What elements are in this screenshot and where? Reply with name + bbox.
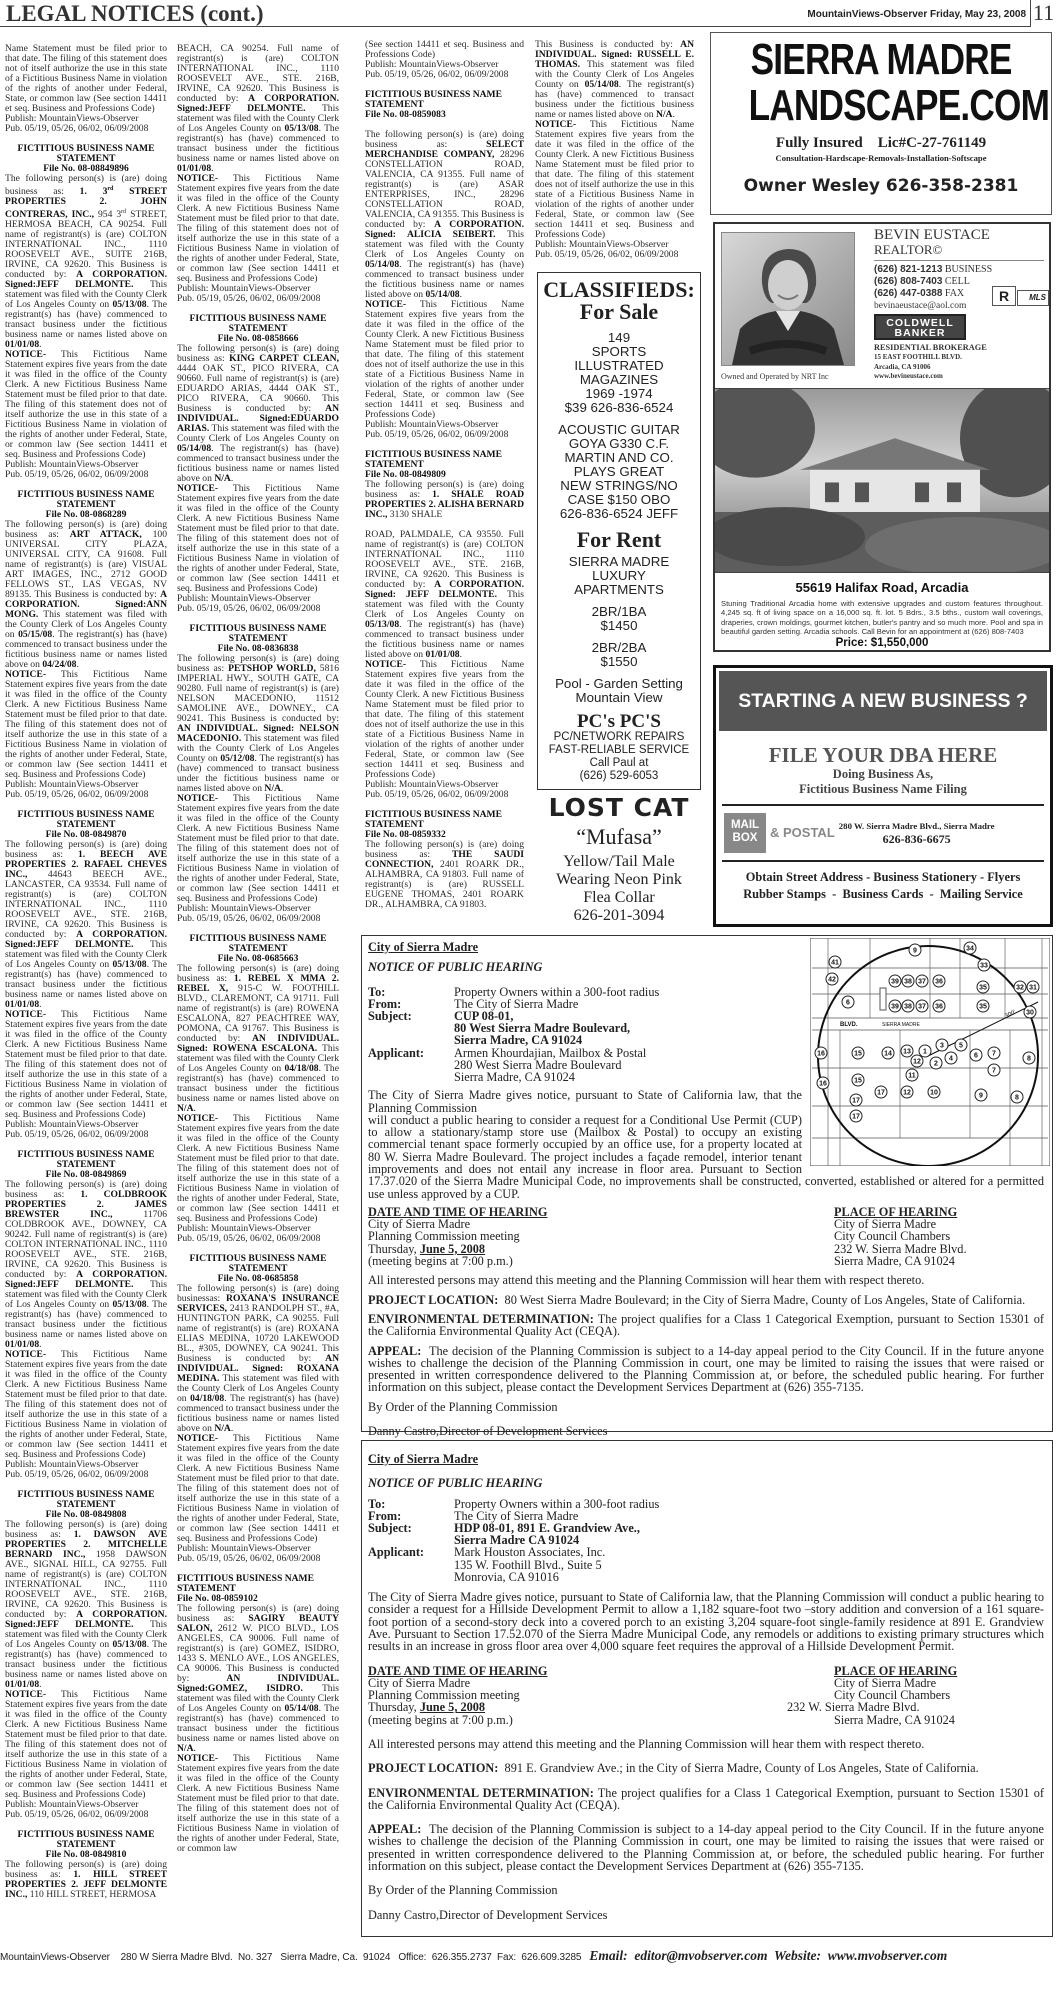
lot-number: 3	[940, 1042, 944, 1050]
legal-notice	[5, 810, 167, 1140]
mls-logo: MLS	[1017, 290, 1049, 306]
listing-price: Price: $1,550,000	[835, 637, 929, 649]
publication-dates: Pub. 05/19, 05/26, 06/02, 06/09/2008	[535, 249, 679, 260]
dba-services-2: Rubber Stamps - Business Cards - Mailing Service	[743, 887, 1023, 901]
notice-disclaimer: NOTICE- This Fictitious Name Statement expires five years from the date it was filed in the office of the County Clerk. A new Fictitious Business Name Statement must be filed prior to that date. The filing of this statement does not of itself authorize the use in this state of a Fictitious Business Name in violation of the rights of another under Federal, State, or common law (See section 14411 et seq. Business and Professions Code)	[365, 659, 524, 780]
phone-cell: (626) 808-7403 CELL	[874, 276, 970, 287]
notice-heading: FICTITIOUS BUSINESS NAME STATEMENT File No. 08-0849809	[365, 450, 524, 480]
notice-heading: FICTITIOUS BUSINESS NAME STATEMENT File No. 08-0685858	[177, 1254, 339, 1284]
map-parcel	[880, 988, 886, 1010]
radius-label: 300'	[1004, 1009, 1017, 1020]
project-location: PROJECT LOCATION: 80 West Sierra Madre Boulevard; in the City of Sierra Madre, County of Los Angeles, State of California.	[368, 1292, 1026, 1307]
publication-dates: Pub. 05/19, 05/26, 06/02, 06/09/2008	[365, 429, 509, 440]
legal-notice	[5, 490, 167, 800]
legal-notice	[177, 934, 339, 1244]
notice-heading: FICTITIOUS BUSINESS NAME STATEMENT File No. 08-0859332	[365, 810, 524, 840]
landscape-ad	[710, 32, 1052, 215]
publication-dates: Pub. 05/19, 05/26, 06/02, 06/09/2008	[5, 1469, 149, 1481]
notice-disclaimer: NOTICE- This Fictitious Name Statement expires five years from the date it was filed in the office of the County Clerk. A new Fictitious Business Name Statement must be filed prior to that date. The filing of this statement does not of itself authorize the use in this state of a Fictitious Business Name in violation of the rights of another under Federal, State, or common law (See section 14411 et seq. Business and Professions Code)	[177, 793, 339, 904]
brokerage-name: RESIDENTIAL BROKERAGE	[874, 343, 987, 352]
hearing-date-place: DATE AND TIME OF HEARING City of Sierra Madre Planning Commission meeting Thursday, June 5, 2008 (meeting begins at 7:00 p.m.) PLACE OF HEARING City of Sierra Madre City Council Chambers 232 W. Sierra Madre Blvd. Sierra Madre, CA 91024	[368, 1204, 967, 1269]
landscape-services: Consultation-Hardscape-Removals-Installation-Softscape	[775, 153, 987, 163]
phone-business: (626) 821-1213 BUSINESS	[874, 264, 993, 275]
lot-number: 6	[846, 999, 850, 1007]
footer-info: MountainViews-Observer 280 W Sierra Madre Blvd. No. 327 Sierra Madre, Ca. 91024 Office: 626.355.2737 Fax: 626.609.3285	[0, 1952, 582, 1963]
notice-body: Name Statement must be filed prior to that date. The filing of this statement does not of itself authorize the use in this state of a Fictitious Business Name in violation of the rights of another under Federal, State, or common law (See section 14411 et seq. Business and Professions Code)	[5, 44, 167, 114]
publication-dates: Pub. 05/19, 05/26, 06/02, 06/09/2008	[365, 69, 509, 80]
lot-number: 39	[891, 1003, 899, 1011]
appeal-info: APPEAL: The decision of the Planning Commission is subject to a 14-day appeal period to the City Council. If in the future anyone wishes to challenge the decision of the Planning Commission in court, one may be limited to raising the issues that were raised or presented in written correspondence delivered to the Planning Commission at, or before, the scheduled public hearing. For further information on this subject, please contact the Development Services Department at (626) 355-7135.	[368, 1343, 1044, 1395]
ad-line: NEW STRINGS/NO	[560, 478, 678, 493]
lot-number: 5	[959, 1042, 963, 1050]
page-footer	[0, 1946, 1056, 1968]
legal-notice	[365, 810, 524, 910]
notice-body: The following person(s) is (are) doing business as: 1. REBEL X MMA 2. REBEL X, 915-C W. FOOTHILL BLVD., CLAREMONT, CA 91711. Full name of registrant(s) is (are) ROWENA ESCALONA, 827 PEACHTREE WAY, POMONA, CA 91767. This Business is conducted by: AN INDIVIDUAL. Signed: ROWENA ESCALONA. This statement was filed with the County Clerk of Los Angeles County on 04/18/08. The registrant(s) has (have) commenced to transact business under the fictitious business name or names listed above on N/A.	[177, 963, 339, 1114]
lot-number: 10	[930, 1089, 938, 1097]
dba-banner: STARTING A NEW BUSINESS ?	[719, 671, 1047, 731]
appeal-info: APPEAL: The decision of the Planning Commission is subject to a 14-day appeal period to the City Council. If in the future anyone wishes to challenge the decision of the Planning Commission in court, one may be limited to raising the issues that were raised or presented in written correspondence delivered to the Planning Commission at, or before, the scheduled public hearing. For further information on this subject, please contact the Development Services Department at (626) 355-7135.	[368, 1822, 1044, 1874]
realtor-name: BEVIN EUSTACE	[874, 227, 990, 243]
notice-subject: CUP 08-01, 80 West Sierra Madre Boulevard, Sierra Madre, CA 91024	[454, 1009, 631, 1048]
dba-sub-1: Doing Business As,	[832, 767, 934, 781]
notice-body: The following person(s) is (are) doing business as: 1. HILL STREET PROPERTIES 2. JEFF DELMONTE INC., 110 HILL STREET, HERMOSA	[5, 1859, 167, 1901]
notice-heading: FICTITIOUS BUSINESS NAME STATEMENT File No. 08-0849808	[5, 1490, 167, 1520]
ad-line: LUXURY	[592, 568, 646, 583]
notice-disclaimer: NOTICE- This Fictitious Name Statement expires five years from the date it was filed in the office of the County Clerk. A new Fictitious Business Name Statement must be filed prior to that date. The filing of this statement does not of itself authorize the use in this state of a Fictitious Business Name in violation of the rights of another under Federal, State, or common law (See section 14411 et seq. Business and Professions Code)	[177, 483, 339, 594]
lot-number: 16	[817, 1050, 825, 1058]
notice-heading: FICTITIOUS BUSINESS NAME STATEMENT File No. 08-0858666	[177, 314, 339, 344]
legal-notice	[5, 1490, 167, 1820]
notice-header-fields: To: Property Owners within a 300-foot radius From: The City of Sierra Madre Subject: HDP 08-01, 891 E. Grandview Ave., Sierra Madre CA 91024 Applicant: Mark Houston Associates, Inc. 135 W. Foothill Blvd., Suite 5 Monrovia, CA 91016	[368, 1496, 660, 1584]
page-number: 11	[1030, 0, 1056, 27]
lot-number: 6	[974, 1052, 978, 1060]
mailbox-phone: 626-836-6675	[882, 831, 951, 846]
notice-heading: FICTITIOUS BUSINESS NAME STATEMENT File No. 08-0868289	[5, 490, 167, 520]
mailbox-postal-label: & POSTAL	[770, 825, 835, 840]
notice-body: The following person(s) is (are) doing business as: 1. COLDBROOK PROPERTIES 2. JAMES BREWSTER INC., 11706 COLDBROOK AVE., DOWNEY, CA 90242. Full name of registrant(s) is (are) COLTON INTERNATIONAL INC., 1110 ROOSEVELT AVE., STE. 216B, IRVINE, CA 92620. This Business is conducted by: A CORPORATION. Signed:JEFF DELMONTE. This statement was filed with the County Clerk of Los Angeles County on 05/13/08. The registrant(s) has (have) commenced to transact business under the fictitious business name or names listed above on 01/01/08.	[5, 1179, 167, 1351]
legal-notice	[177, 314, 339, 614]
lot-number: 8	[1027, 1055, 1031, 1063]
legal-column-3	[365, 40, 524, 925]
ad-pc-repairs	[538, 731, 700, 783]
ad-line: 2BR/1BA	[591, 604, 647, 619]
lot-number: 1	[923, 1048, 927, 1056]
publish-line: Publish: MountainViews-Observer	[177, 283, 311, 294]
legal-notice-continued	[535, 40, 694, 260]
lot-number: 17	[877, 1089, 885, 1097]
project-location: PROJECT LOCATION: 891 E. Grandview Ave.; in the City of Sierra Madre, County of Los Angeles, State of California.	[368, 1761, 979, 1776]
phone-fax: (626) 447-0388 FAX	[874, 288, 965, 299]
lot-number: 36	[935, 1003, 943, 1011]
listing-address: 55619 Halifax Road, Arcadia	[795, 580, 969, 595]
legal-notice-continued	[5, 44, 167, 134]
notice-disclaimer: NOTICE- This Fictitious Name Statement expires five years from the date it was filed in the office of the County Clerk. A new Fictitious Business Name Statement must be filed prior to that date. The filing of this statement does not of itself authorize the use in this state of a Fictitious Business Name in violation of the rights of another under Federal, State, or common law (See section 14411 et seq. Business and Professions Code)	[365, 299, 524, 420]
public-hearing-notice-hdp	[361, 1440, 1053, 1937]
file-number: File No. 08-0849810	[45, 1849, 127, 1861]
lot-number: 41	[831, 959, 839, 967]
publish-line: Publish: MountainViews-Observer	[365, 779, 499, 790]
ad-line: $1450	[600, 618, 638, 633]
ad-line: ILLUSTRATED	[574, 358, 664, 373]
ad-line: 149	[607, 330, 631, 345]
publication-dates: Pub. 05/19, 05/26, 06/02, 06/09/2008	[5, 789, 149, 801]
lot-number: 42	[828, 976, 836, 984]
file-number: File No. 08-0858666	[217, 333, 299, 344]
notice-order: By Order of the Planning Commission	[368, 1883, 558, 1898]
lot-number: 38	[904, 978, 912, 986]
publication-dates: Pub. 05/19, 05/26, 06/02, 06/09/2008	[365, 789, 509, 800]
ad-line: PLAYS GREAT	[573, 464, 665, 479]
publication-date: MountainViews-Observer Friday, May 23, 2008	[807, 9, 1026, 20]
ad-apartment-amenities	[538, 677, 700, 705]
file-number: File No. 08-0859083	[365, 109, 446, 120]
for-sale-heading: For Sale	[579, 299, 659, 324]
publication-dates: Pub. 05/19, 05/26, 06/02, 06/09/2008	[5, 123, 149, 134]
notice-heading: FICTITIOUS BUSINESS NAME STATEMENT File No. 08-0859102	[177, 1574, 339, 1604]
ad-line: GOYA G330 C.F.	[568, 436, 670, 451]
notice-body: The following person(s) is (are) doing business as: KING CARPET CLEAN, 4444 OAK ST., PICO RIVERA, CA 90660. Full name of registrant(s) is (are) EDUARDO ARIAS, 4444 OAK ST., PICO RIVERA, CA 90660. This Business is conducted by: AN INDIVIDUAL. Signed:EDUARDO ARIAS. This statement was filed with the County Clerk of Los Angeles County on 05/14/08. The registrant(s) has (have) commenced to transact business under the fictitious business name or names listed above on N/A.	[177, 343, 339, 484]
ad-line: ACOUSTIC GUITAR	[558, 422, 680, 437]
notice-heading: FICTITIOUS BUSINESS NAME STATEMENT File No. 08-0836838	[177, 624, 339, 654]
mailbox-logo: MAIL BOX	[724, 813, 766, 853]
publication-dates: Pub. 05/19, 05/26, 06/02, 06/09/2008	[5, 469, 149, 481]
publish-line: Publish: MountainViews-Observer	[5, 459, 139, 471]
notice-to: Property Owners within a 300-foot radius	[454, 1496, 660, 1511]
lot-number: 39	[891, 978, 899, 986]
dba-sub-2: Fictitious Business Name Filing	[799, 782, 967, 796]
lot-number: 13	[903, 1048, 911, 1056]
legal-notice	[365, 450, 524, 800]
lot-number: 34	[966, 945, 974, 953]
notice-heading: NOTICE OF PUBLIC HEARING	[368, 1476, 543, 1491]
notice-heading: NOTICE OF PUBLIC HEARING	[368, 960, 543, 975]
notice-disclaimer: NOTICE- This Fictitious Name Statement expires five years from the date it was filed in the office of the County Clerk. A new Fictitious Business Name Statement must be filed prior to that date. The filing of this statement does not of itself authorize the use in this state of a Fictitious Business Name in violation of the rights of another under Federal, State, or common law (See section 14411 et seq. Business and Professions Code)	[177, 173, 339, 284]
realtor-portrait	[721, 232, 855, 366]
notice-body: ROAD, PALMDALE, CA 93550. Full name of registrant(s) is (are) COLTON INTERNATIONAL INC., 1110 ROOSEVELT AVE., STE. 216B, IRVINE, CA 92620. This Business is conducted by: A CORPORATION. Signed: JEFF DELMONTE. This statement was filed with the County Clerk of Los Angeles County on 05/13/08. The registrant(s) has (have) commenced to transact business under the fictitious business name or names listed above on 01/01/08.	[365, 529, 524, 660]
lot-number: 14	[884, 1050, 892, 1058]
notice-disclaimer: NOTICE- This Fictitious Name Statement expires five years from the date it was filed in the office of the County Clerk. A new Fictitious Business Name Statement must be filed prior to that date. The filing of this statement does not of itself authorize the use in this state of a Fictitious Business Name in violation of the rights of another under Federal, State, or common law (See section 14411 et seq. Business and Professions Code)	[177, 1433, 339, 1544]
notice-body: The following person(s) is (are) doing business as: 1. BEECH AVE PROPERTIES 2. RAFAEL CHEVES INC., 44643 BEECH AVE., LANCASTER, CA 93534. Full name of registrant(s) is (are) COLTON INTERNATIONAL INC., 1110 ROOSEVELT AVE., STE. 216B, IRVINE, CA 92620. This Business is conducted by: A CORPORATION. Signed:JEFF DELMONTE. This statement was filed with the County Clerk of Los Angeles County on 05/13/08. The registrant(s) has (have) commenced to transact business under the fictitious business name or names listed above on 01/01/08.	[5, 839, 167, 1011]
lot-number: 4	[949, 1055, 953, 1063]
legal-notice	[365, 90, 524, 440]
lot-number: 2	[934, 1060, 938, 1068]
landscape-brand-line2: LANDSCAPE.COM	[748, 81, 1050, 130]
realtor-email: bevinaeustace@aol.com	[874, 301, 967, 311]
lot-number: 17	[852, 1113, 860, 1121]
brokerage-city: Arcadia, CA 91006	[874, 362, 931, 371]
classifieds-title: CLASSIFIEDS:	[543, 277, 695, 302]
lot-number: 7	[992, 1050, 996, 1058]
notice-disclaimer: NOTICE- This Fictitious Name Statement expires five years from the date it was filed in the office of the County Clerk. A new Fictitious Business Name Statement must be filed prior to that date. The filing of this statement does not of itself authorize the use in this state of a Fictitious Business Name in violation of the rights of another under Federal, State, or common law (See section 14411 et seq. Business and Professions Code)	[177, 1113, 339, 1224]
notice-signature: Danny Castro,Director of Development Services	[368, 1907, 608, 1922]
for-rent-heading: For Rent	[576, 527, 662, 552]
publication-dates: Pub. 05/19, 05/26, 06/02, 06/09/2008	[177, 1233, 321, 1244]
notice-body: The City of Sierra Madre gives notice, pursuant to State of California law, that the Planning Commission will conduct a public hearing to consider a request for a Conditional Use Permit (CUP) to allow a stationary/stamp store use (Mailbox & Postal) to occupy an existing commercial tenant space formerly occupied by an office use, for a property located at 80 W. Sierra Madre Boulevard. The project includes a façade remodel, interior tenant improvements and does not entail any increase in floor area. Pursuant to Section 17.37.020 of the Sierra Madre Municipal Code, no improvements shall be constructed, converted, established or altered for a permitted use unless approved by a CUP.	[368, 1088, 1044, 1201]
notice-heading: FICTITIOUS BUSINESS NAME STATEMENT File No. 08-0849810	[5, 1830, 167, 1860]
publish-line: Publish: MountainViews-Observer	[5, 113, 139, 124]
cat-description	[537, 853, 701, 925]
notice-body: The following person(s) is (are) doing business as: 1. SHALE ROAD PROPERTIES 2. ALISHA BERNARD INC., 3130 SHALE	[365, 479, 524, 520]
hearing-date: June 5, 2008	[419, 1700, 486, 1715]
notice-disclaimer: NOTICE- This Fictitious Name Statement expires five years from the date it was filed in the office of the County Clerk. A new Fictitious Business Name Statement must be filed prior to that date. The filing of this statement does not of itself authorize the use in this state of a Fictitious Business Name in violation of the rights of another under Federal, State, or common law	[177, 1753, 339, 1854]
notice-applicant: Armen Khourdajian, Mailbox & Postal 280 West Sierra Madre Boulevard Sierra Madre, CA 91024	[454, 1045, 647, 1085]
lot-number: 37	[918, 1003, 926, 1011]
publish-line: Publish: MountainViews-Observer	[535, 239, 669, 250]
ad-magazines	[538, 331, 700, 415]
notice-disclaimer: NOTICE- This Fictitious Name Statement expires five years from the date it was filed in the office of the County Clerk. A new Fictitious Business Name Statement must be filed prior to that date. The filing of this statement does not of itself authorize the use in this state of a Fictitious Business Name in violation of the rights of another under Federal, State, or common law (See section 14411 et seq. Business and Professions Code)	[5, 669, 167, 781]
notice-attend: All interested persons may attend this meeting and the Planning Commission will hear them with respect thereto.	[368, 1736, 925, 1751]
legal-notice	[5, 144, 167, 480]
realtor-title: REALTOR©	[874, 243, 1044, 261]
divider	[722, 804, 1044, 806]
publish-line: Publish: MountainViews-Observer	[5, 1459, 139, 1471]
notice-heading: FICTITIOUS BUSINESS NAME STATEMENT File No. 08-0849869	[5, 1150, 167, 1180]
realtor-r-logo: R	[992, 286, 1016, 306]
notice-heading: FICTITIOUS BUSINESS NAME STATEMENT File No. 08-0849870	[5, 810, 167, 840]
notice-disclaimer: NOTICE- This Fictitious Name Statement expires five years from the date it was filed in the office of the County Clerk. A new Fictitious Business Name Statement must be filed prior to that date. The filing of this statement does not of itself authorize the use in this state of a Fictitious Business Name in violation of the rights of another under Federal, State, or common law (See section 14411 et seq. Business and Professions Code)	[5, 1009, 167, 1121]
lot-number: 30	[1026, 1009, 1034, 1017]
hearing-date-place: DATE AND TIME OF HEARING City of Sierra Madre Planning Commission meeting Thursday, June 5, 2008 (meeting begins at 7:00 p.m.) PLACE OF HEARING City of Sierra Madre City Council Chambers 232 W. Sierra Madre Blvd. Sierra Madre, CA 91024	[368, 1663, 958, 1727]
lost-cat-ad	[537, 795, 701, 925]
lot-number: 9	[913, 947, 917, 955]
legal-column-4	[535, 40, 694, 268]
legal-notice	[177, 1574, 339, 1854]
file-number: File No. 08-0849870	[45, 829, 127, 841]
file-number: File No. 08-0836838	[217, 643, 299, 654]
ad-line: Call Paul at	[589, 757, 649, 769]
ad-line: Flea Collar	[583, 889, 655, 906]
lot-number: 15	[854, 1077, 862, 1085]
notice-body: BEACH, CA 90254. Full name of registrant(s) is (are) COLTON INTERNATIONAL INC., 1110 ROOSEVELT AVE., STE. 216B, IRVINE, CA 92620. This Business is conducted by: A CORPORATION. Signed:JEFF DELMONTE. This statement was filed with the County Clerk of Los Angeles County on 05/13/08. The registrant(s) has (have) commenced to transact business under the fictitious business name or names listed above on 01/01/08.	[177, 44, 339, 174]
publish-line: Publish: MountainViews-Observer	[177, 1543, 311, 1554]
ad-line: $1550	[600, 654, 638, 669]
publish-line: Publish: MountainViews-Observer	[5, 1799, 139, 1811]
publish-line: Publish: MountainViews-Observer	[177, 903, 311, 914]
section-title: LEGAL NOTICES (cont.)	[6, 1, 264, 26]
notice-body: The following person(s) is (are) doing businessas: ROXANA'S INSURANCE SERVICES, 2413 RANDOLPH ST., #A, HUNTINGTON PARK, CA 90255. Full name of registrant(s) is (are) ROXANA ELIAS MEDINA, 10720 LAKEWOOD BL., #305, DOWNEY, CA 90241. This Business is conducted by: AN INDIVIDUAL. Signed: ROXANA MEDINA. This statement was filed with the County Clerk of Los Angeles County on 04/18/08. The registrant(s) has (have) commenced to transact business under the fictitious business name or names listed above on N/A.	[177, 1283, 339, 1434]
publish-line: Publish: MountainViews-Observer	[177, 1223, 311, 1234]
publication-dates: Pub. 05/19, 05/26, 06/02, 06/09/2008	[5, 1809, 149, 1821]
brokerage-street: 15 EAST FOOTHILL BLVD.	[874, 353, 962, 361]
lot-number: 37	[918, 978, 926, 986]
notice-disclaimer: NOTICE- This Fictitious Name Statement expires five years from the date it was filed in the office of the County Clerk. A new Fictitious Business Name Statement must be filed prior to that date. The filing of this statement does not of itself authorize the use in this state of a Fictitious Business Name in violation of the rights of another under Federal, State, or common law (See section 14411 et seq. Business and Professions Code)	[535, 119, 694, 240]
notice-body: The following person(s) is (are) doing business as: SELECT MERCHANDISE COMPANY, 28296 CONSTELLATION ROAD, VALENCIA, CA 91355. Full name of registrant(s) is (are) ASAR ENTERPRISES, INC., 28296 CONSTELLATION ROAD, VALENCIA, CA 91355. This Business is conducted by: A CORPORATION. Signed: ALICIA SEIBERT. This statement was filed with the County Clerk of Los Angeles County on 05/14/08. The registrant(s) has (have) commenced to transact business under the fictitious business name or names listed above on 05/14/08.	[365, 129, 524, 300]
lot-number: 11	[908, 1072, 916, 1080]
notice-disclaimer: NOTICE- This Fictitious Name Statement expires five years from the date it was filed in the office of the County Clerk. A new Fictitious Business Name Statement must be filed prior to that date. The filing of this statement does not of itself authorize the use in this state of a Fictitious Business Name in violation of the rights of another under Federal, State, or common law (See section 14411 et seq. Business and Professions Code)	[5, 1689, 167, 1801]
notice-body: (See section 14411 et seq. Business and Professions Code)	[365, 40, 524, 60]
file-number: File No. 08-0859102	[177, 1593, 258, 1604]
notice-signature: Danny Castro,Director of Development Services	[368, 1424, 608, 1439]
lot-number: 36	[935, 978, 943, 986]
lot-number: 16	[819, 1080, 827, 1088]
lot-number: 12	[913, 1058, 921, 1066]
landscape-owner-phone: Owner Wesley 626-358-2381	[743, 176, 1019, 196]
dba-services-1: Obtain Street Address - Business Stationery - Flyers	[745, 870, 1021, 884]
landscape-brand-line1: SIERRA MADRE	[750, 35, 1012, 84]
publication-dates: Pub. 05/19, 05/26, 06/02, 06/09/2008	[177, 293, 321, 304]
legal-notice-continued	[177, 44, 339, 304]
publish-line: Publish: MountainViews-Observer	[365, 59, 499, 70]
notice-heading: FICTITIOUS BUSINESS NAME STATEMENT File No. 08-08849896	[5, 144, 167, 174]
notice-body: The following person(s) is (are) doing business as: SAGIRY BEAUTY SALON, 2612 W. PICO BLVD., LOS ANGELES, CA 90006. Full name of registrant(s) is (are) GOMEZ, ISIDRO, 1433 S. MENLO AVE., LOS ANGELES, CA 90006. This Business is conducted by: AN INDIVIDUAL. Signed:GOMEZ, ISIDRO. This statement was filed with the County Clerk of Los Angeles County on 05/14/08. The registrant(s) has (have) commenced to transact business under the fictitious business name or names listed above on N/A.	[177, 1603, 339, 1754]
ad-line: Yellow/Tail Male	[563, 853, 675, 870]
notice-attend: All interested persons may attend this meeting and the Planning Commission will hear them with respect thereto.	[368, 1273, 925, 1288]
legal-column-1	[5, 44, 167, 1942]
notice-heading: FICTITIOUS BUSINESS NAME STATEMENT File No. 08-0859083	[365, 90, 524, 120]
notice-body: The following person(s) is (are) doing business as: 1. 3rd STREET PROPERTIES 2. JOHN CONTRERAS, INC., 954 3rd STREET, HERMOSA BEACH, CA 90254. Full name of registrant(s) is (are) COLTON INTERNATIONAL INC., 1110 ROOSEVELT AVE., SUITE 216B, IRVINE, CA 92620. This Business is conducted by: A CORPORATION. Signed:JEFF DELMONTE. This statement was filed with the County Clerk of Los Angeles County on 05/13/08. The registrant(s) has (have) commenced to transact business under the fictitious business name or names listed above on 01/01/08.	[5, 173, 167, 351]
notice-body: The following person(s) is (are) doing business as: THE SAUDI CONNECTION, 2401 ROARK DR., ALHAMBRA, CA 91803. Full name of registrant(s) is (are) RUSSELL EUGENE THOMAS, 2401 ROARK DR., ALHAMBRA, CA 91803.	[365, 839, 524, 910]
divider	[722, 860, 1044, 862]
publish-line: Publish: MountainViews-Observer	[365, 419, 499, 430]
publish-line: Publish: MountainViews-Observer	[5, 779, 139, 791]
ad-line: 1969 -1974	[585, 386, 653, 401]
environmental-determination: ENVIRONMENTAL DETERMINATION: The project qualifies for a Class 1 Categorical Exemption, pursuant to Section 15301 of the California Environmental Quality Act (CEQA).	[368, 1785, 1045, 1812]
lot-number: 17	[852, 1097, 860, 1105]
notice-subject: HDP 08-01, 891 E. Grandview Ave., Sierra Madre CA 91024	[454, 1521, 640, 1548]
ad-apartments	[538, 555, 700, 597]
dba-headline: FILE YOUR DBA HERE	[768, 743, 998, 767]
notice-city: City of Sierra Madre	[368, 940, 479, 954]
file-number: File No. 08-0849869	[45, 1169, 127, 1181]
cat-name: “Mufasa”	[576, 824, 662, 849]
notice-body: This Business is conducted by: AN INDIVIDUAL. Signed: RUSSELL E. THOMAS. This statement was filed with the County Clerk of Los Angeles County on 05/14/08. The registrant(s) has (have) commenced to transact business under the fictitious business name or names listed above on N/A.	[535, 40, 694, 120]
lot-number: 35	[979, 1003, 987, 1011]
street-label: BLVD.	[840, 1022, 858, 1028]
legal-notice	[177, 1254, 339, 1564]
publish-line: Publish: MountainViews-Observer	[177, 593, 311, 604]
lot-number: 12	[903, 1089, 911, 1097]
lot-number: 38	[904, 1003, 912, 1011]
notice-body: The following person(s) is (are) doing business as: 1. DAWSON AVE PROPERTIES 2. MITCHELLE BERNARD INC., 1958 DAWSON AVE., SIGNAL HILL, CA 92755. Full name of registrant(s) is (are) COLTON INTERNATIONAL INC., 1110 ROOSEVELT AVE., STE. 216B, IRVINE, CA 92620. This Business is conducted by: A CORPORATION. Signed:JEFF DELMONTE. This statement was filed with the County Clerk of Los Angeles County on 05/13/08. The registrant(s) has (have) commenced to transact business under the fictitious business name or names listed above on 01/01/08.	[5, 1519, 167, 1691]
file-number: File No. 08-0849809	[365, 469, 446, 480]
notice-body: The following person(s) is (are) doing business as: ART ATTACK, 100 UNIVERSAL CITY PLAZA, UNIVERSAL CITY, CA 91608. Full name of registrant(s) is (are) VISUAL ART IMAGES, INC., 2712 GOOD FELLOWS ST., LAS VEGAS, NV 89135. This Business is conducted by: A CORPORATION. Signed:ANN MONG. This statement was filed with the County Clerk of Los Angeles County on 05/15/08. The registrant(s) has (have) commenced to transact business under the fictitious business name or names listed above on 04/24/08.	[5, 519, 167, 671]
ad-guitar	[538, 423, 700, 521]
notice-header-fields: To: Property Owners within a 300-foot radius From: The City of Sierra Madre Subject: CUP 08-01, 80 West Sierra Madre Boulevard, Sierra Madre, CA 91024 Applicant: Armen Khourdajian, Mailbox & Postal 280 West Sierra Madre Boulevard Sierra Madre, CA 91024	[368, 984, 660, 1085]
file-number: File No. 08-0685858	[217, 1273, 299, 1284]
file-number: File No. 08-0685663	[217, 953, 299, 964]
dba-filing-ad	[713, 665, 1053, 927]
house-photo	[715, 388, 1049, 573]
ad-line: Pool - Garden Setting	[555, 676, 683, 691]
lot-number: 32	[1016, 984, 1024, 992]
notice-applicant: Mark Houston Associates, Inc. 135 W. Foothill Blvd., Suite 5 Monrovia, CA 91016	[454, 1545, 606, 1584]
ad-line: SPORTS	[591, 344, 647, 359]
ad-line: CASE $150 OBO	[567, 492, 671, 507]
file-number: File No. 08-0859332	[365, 829, 446, 840]
ad-apartment-2br2ba	[538, 641, 700, 669]
classifieds-box	[537, 272, 701, 790]
publication-dates: Pub. 05/19, 05/26, 06/02, 06/09/2008	[5, 1129, 149, 1141]
ad-line: Mountain View	[575, 690, 663, 705]
coldwell-banker-logo: COLDWELL BANKER	[874, 314, 966, 340]
publish-line: Publish: MountainViews-Observer	[5, 1119, 139, 1131]
ad-line: (626) 529-6053	[579, 770, 659, 782]
realtor-website: www.bevineustace.com	[874, 372, 943, 380]
notice-disclaimer: NOTICE- This Fictitious Name Statement expires five years from the date it was filed in the office of the County Clerk. A new Fictitious Business Name Statement must be filed prior to that date. The filing of this statement does not of itself authorize the use in this state of a Fictitious Business Name in violation of the rights of another under Federal, State, or common law (See section 14411 et seq. Business and Professions Code)	[5, 1349, 167, 1461]
public-hearing-notice-cup	[361, 935, 1053, 1439]
lost-cat-title: LOST CAT	[548, 793, 690, 822]
ad-line: MAGAZINES	[579, 372, 659, 387]
notice-order: By Order of the Planning Commission	[368, 1399, 558, 1414]
ad-line: 626-836-6524 JEFF	[559, 506, 679, 521]
file-number: File No. 08-08849896	[43, 163, 129, 174]
lot-number: 8	[1015, 1094, 1019, 1102]
lot-number: 15	[854, 1050, 862, 1058]
realtor-ad	[713, 222, 1051, 652]
notice-to: Property Owners within a 300-foot radius	[454, 984, 660, 999]
legal-notice	[5, 1150, 167, 1480]
publication-dates: Pub. 05/19, 05/26, 06/02, 06/09/2008	[177, 603, 321, 614]
listing-description: Stuning Traditional Arcadia home with extensive upgrades and custom features throughout. 4,245 sq. ft of living space on a 16,000 sq. ft. lot. 5 Bdrs., 3.5 bths., custom wall coverings, draperies, crown moldings, gourmet kitchen, butler's pantry and so much more. Pool and spa in beautiful garden setting. Arcadia schools. Call Bevin for an appointment at (626) 808-7403	[721, 599, 1043, 636]
owned-operated-note: Owned and Operated by NRT Inc	[721, 372, 829, 381]
footer-contact: Email: editor@mvobserver.com Website: www.mvobserver.com	[589, 1948, 948, 1963]
environmental-determination: ENVIRONMENTAL DETERMINATION: The project qualifies for a Class 1 Categorical Exemption, pursuant to Section 15301 of the California Environmental Quality Act (CEQA).	[368, 1311, 1045, 1339]
notice-from: The City of Sierra Madre	[454, 1508, 579, 1523]
ad-line: PC/NETWORK REPAIRS	[553, 731, 685, 743]
radius-map	[810, 938, 1050, 1166]
lot-number: 31	[1029, 984, 1037, 992]
legal-column-2	[177, 44, 339, 1942]
file-number: File No. 08-0868289	[45, 509, 127, 521]
mailbox-address: 280 W. Sierra Madre Blvd., Sierra Madre	[838, 820, 995, 831]
ad-line: 2BR/2BA	[591, 640, 647, 655]
notice-city: City of Sierra Madre	[368, 1452, 479, 1466]
ad-line: APARTMENTS	[574, 582, 664, 597]
notice-heading: FICTITIOUS BUSINESS NAME STATEMENT File No. 08-0685663	[177, 934, 339, 964]
publication-dates: Pub. 05/19, 05/26, 06/02, 06/09/2008	[177, 913, 321, 924]
legal-notice-continued	[365, 40, 524, 80]
lot-number: 9	[979, 1092, 983, 1100]
ad-line: SIERRA MADRE	[568, 554, 670, 569]
landscape-license: Fully Insured Lic#C-27-761149	[775, 135, 987, 151]
hearing-date: June 5, 2008	[419, 1241, 486, 1256]
legal-notice	[5, 1830, 167, 1900]
street-label: SIERRA MADRE	[882, 1022, 920, 1028]
ad-line: Wearing Neon Pink	[556, 871, 682, 888]
file-number: File No. 08-0849808	[45, 1509, 127, 1521]
notice-body: The following person(s) is (are) doing business as: PETSHOP WORLD, 5816 IMPERIAL HWY., SOUTH GATE, CA 90280. Full name of registrant(s) is (are) NELSON MACEDONIO, 11512 SAMOLINE AVE., DOWNEY., CA 90241. This Business is conducted by: AN INDIVIDUAL. Signed: NELSON MACEDONIO. This statement was filed with the County Clerk of Los Angeles County on 05/12/08. The registrant(s) has (have) commenced to transact business under the fictitious business name or names listed above on N/A.	[177, 653, 339, 794]
ad-line: FAST-RELIABLE SERVICE	[548, 744, 690, 756]
lot-number: 35	[979, 984, 987, 992]
ad-line: 626-201-3094	[573, 907, 665, 924]
ad-line: $39 626-836-6524	[564, 400, 674, 415]
lot-number: 33	[980, 962, 988, 970]
header-rule	[0, 26, 1030, 27]
ad-line: MARTIN AND CO.	[564, 450, 674, 465]
legal-notice	[177, 624, 339, 924]
lot-number: 7	[992, 1067, 996, 1075]
pcs-heading: PC's PC'S	[577, 711, 661, 732]
ad-apartment-2br1ba	[538, 605, 700, 633]
notice-disclaimer: NOTICE- This Fictitious Name Statement expires five years from the date it was filed in the office of the County Clerk. A new Fictitious Business Name Statement must be filed prior to that date. The filing of this statement does not of itself authorize the use in this state of a Fictitious Business Name in violation of the rights of another under Federal, State, or common law (See section 14411 et seq. Business and Professions Code)	[5, 349, 167, 461]
publication-dates: Pub. 05/19, 05/26, 06/02, 06/09/2008	[177, 1553, 321, 1564]
notice-body: The City of Sierra Madre gives notice, pursuant to State of California law, that the Planning Commission will conduct a public hearing to consider a request for a Hillside Development Permit to allow a 1,182 square-foot two –story addition and conversion of a 161 square-foot portion of a second-story deck into a covered porch to an existing 3,204 square-foot single-family residence at 891 E. Grandview Ave. Pursuant to Section 17.52.070 of the Sierra Madre Municipal Code, any remodels or additions to existing primary structures which results in an increase in gross floor area over 4,000 square feet requires the approval of a Hillside Development Permit.	[368, 1590, 1044, 1654]
notice-from: The City of Sierra Madre	[454, 996, 579, 1011]
